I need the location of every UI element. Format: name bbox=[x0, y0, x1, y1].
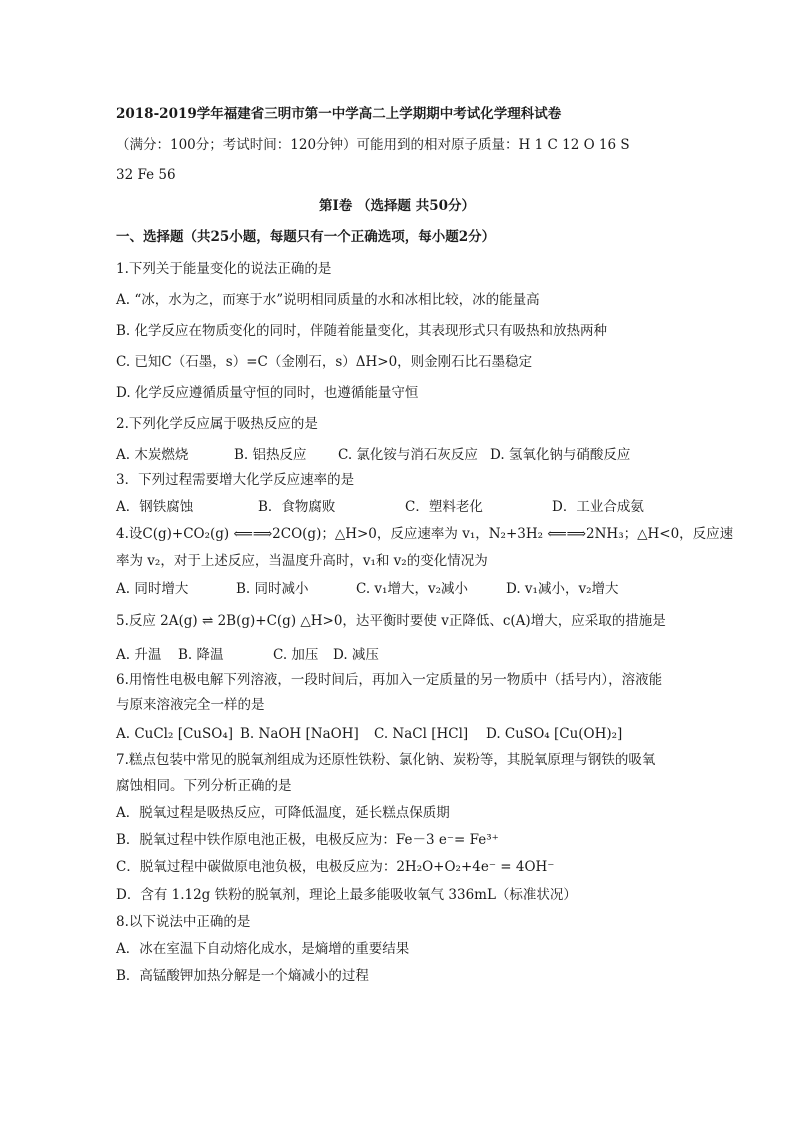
question-6-stem-line-2: 与原来溶液完全一样的是 bbox=[116, 697, 265, 713]
question-1-stem: 1.下列关于能量变化的说法正确的是 bbox=[116, 261, 332, 277]
question-6-option-a: A. CuCl₂ [CuSO₄] bbox=[116, 726, 233, 742]
question-8-option-a: A．冰在室温下自动熔化成水，是熵增的重要结果 bbox=[116, 941, 410, 957]
question-7-stem-line-1: 7.糕点包装中常见的脱氧剂组成为还原性铁粉、氯化钠、炭粉等，其脱氧原理与钢铁的吸氧 bbox=[116, 752, 656, 768]
question-2-option-a: A. 木炭燃烧 bbox=[116, 447, 189, 463]
question-4-options bbox=[116, 579, 690, 599]
question-5-options bbox=[116, 645, 690, 665]
section-heading: 第Ⅰ卷 （选择题 共50分） bbox=[318, 198, 475, 214]
question-7-option-d: D．含有 1.12g 铁粉的脱氧剂，理论上最多能吸收氧气 336mL（标准状况） bbox=[116, 887, 577, 903]
question-6-option-b: B. NaOH [NaOH] bbox=[240, 726, 359, 742]
question-6-stem-line-1: 6.用惰性电极电解下列溶液，一段时间后，再加入一定质量的另一物质中（括号内），溶液能 bbox=[116, 672, 663, 688]
part-heading: 一、选择题（共25小题，每题只有一个正确选项，每小题2分） bbox=[116, 229, 496, 245]
question-3-option-b: B．食物腐败 bbox=[258, 499, 336, 515]
question-5-option-b: B. 降温 bbox=[178, 647, 224, 663]
question-4-option-b: B. 同时减小 bbox=[236, 581, 309, 597]
question-5-option-c: C. 加压 bbox=[273, 647, 319, 663]
question-4-stem-line-1: 4.设C(g)+CO₂(g) ⟸⟹2CO(g)；△H>0，反应速率为 v₁，N₂+3H₂ ⟸⟹2NH₃；△H<0，反应速 bbox=[116, 526, 734, 542]
question-3-option-d: D．工业合成氨 bbox=[552, 499, 644, 515]
question-4-option-a: A. 同时增大 bbox=[116, 581, 189, 597]
question-1-option-c: C. 已知C（石墨，s）=C（金刚石，s）ΔH>0，则金刚石比石墨稳定 bbox=[116, 354, 533, 370]
question-3-option-a: A．钢铁腐蚀 bbox=[116, 499, 194, 515]
question-1-option-d: D. 化学反应遵循质量守恒的同时，也遵循能量守恒 bbox=[116, 385, 419, 401]
question-7-option-c: C．脱氧过程中碳做原电池负极，电极反应为：2H₂O+O₂+4e⁻ = 4OH⁻ bbox=[116, 859, 555, 875]
question-2-option-d: D. 氢氧化钠与硝酸反应 bbox=[490, 447, 631, 463]
question-3-options bbox=[116, 497, 690, 517]
question-3-option-c: C．塑料老化 bbox=[405, 499, 483, 515]
question-2-option-b: B. 铝热反应 bbox=[234, 447, 307, 463]
question-4-option-c: C. v₁增大，v₂减小 bbox=[356, 581, 469, 597]
question-8-stem: 8.以下说法中正确的是 bbox=[116, 914, 251, 930]
question-2-option-c: C. 氯化铵与消石灰反应 bbox=[338, 447, 478, 463]
question-6-option-d: D. CuSO₄ [Cu(OH)₂] bbox=[486, 726, 623, 742]
question-2-options bbox=[116, 445, 690, 465]
question-8-option-b: B．高锰酸钾加热分解是一个熵减小的过程 bbox=[116, 968, 369, 984]
question-7-option-b: B．脱氧过程中铁作原电池正极，电极反应为：Fe－3 e⁻= Fe³⁺ bbox=[116, 832, 499, 848]
question-2-stem: 2.下列化学反应属于吸热反应的是 bbox=[116, 416, 318, 432]
question-6-option-c: C. NaCl [HCl] bbox=[374, 726, 469, 742]
question-7-stem-line-2: 腐蚀相同。下列分析正确的是 bbox=[116, 778, 292, 794]
question-4-option-d: D. v₁减小，v₂增大 bbox=[506, 581, 619, 597]
question-6-options bbox=[116, 724, 690, 744]
question-1-option-b: B. 化学反应在物质变化的同时，伴随着能量变化，其表现形式只有吸热和放热两种 bbox=[116, 323, 608, 339]
question-3-stem: 3．下列过程需要增大化学反应速率的是 bbox=[116, 472, 355, 488]
question-1-option-a: A. “冰，水为之，而寒于水”说明相同质量的水和冰相比较，冰的能量高 bbox=[116, 292, 540, 308]
question-5-option-a: A. 升温 bbox=[116, 647, 162, 663]
exam-title: 2018-2019学年福建省三明市第一中学高二上学期期中考试化学理科试卷 bbox=[116, 106, 562, 122]
exam-info-line-2: 32 Fe 56 bbox=[116, 167, 176, 183]
exam-info-line-1: （满分：100分；考试时间：120分钟）可能用到的相对原子质量：H 1 C 12 O 16 S bbox=[116, 137, 630, 153]
question-5-option-d: D. 减压 bbox=[333, 647, 379, 663]
question-4-stem-line-2: 率为 v₂，对于上述反应，当温度升高时，v₁和 v₂的变化情况为 bbox=[116, 553, 488, 569]
question-7-option-a: A．脱氧过程是吸热反应，可降低温度，延长糕点保质期 bbox=[116, 805, 450, 821]
question-5-stem: 5.反应 2A(g) ⇌ 2B(g)+C(g) △H>0，达平衡时要使 v正降低、c(A)增大，应采取的措施是 bbox=[116, 613, 666, 629]
